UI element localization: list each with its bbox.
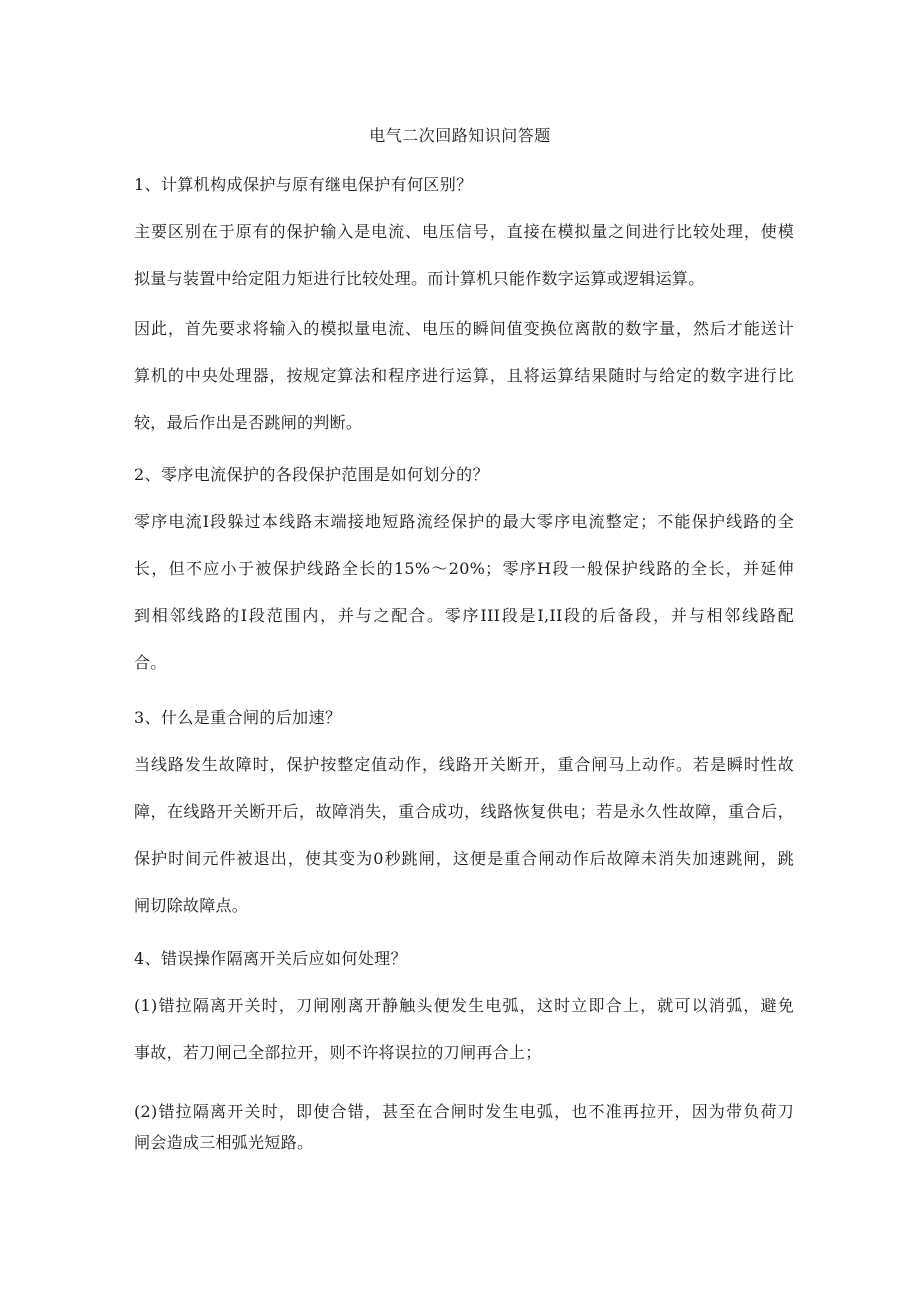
answer-line: 较，最后作出是否跳闸的判断。 [134,413,363,432]
question-3: 3、什么是重合闸的后加速？ [134,708,342,727]
answer-line: 拟量与装置中给定阻力矩进行比较处理。而计算机只能作数字运算或逻辑运算。 [134,269,705,288]
answer-line: 主要区别在于原有的保护输入是电流、电压信号，直接在模拟量之间进行比较处理，使模 [134,222,794,241]
answer-line: 事故，若刀闸己全部拉开，则不许将误拉的刀闸再合上； [134,1043,542,1062]
question-1: 1、计算机构成保护与原有继电保护有何区别？ [134,175,473,194]
answer-4-paragraph-1 [134,982,794,1076]
answer-4-paragraph-2 [134,1096,794,1158]
answer-line: 长，但不应小于被保护线路全长的15%～20%；零序H段一般保护线路的全长，并延伸 [134,559,794,578]
document-title: 电气二次回路知识问答题 [369,126,551,145]
answer-line: 障，在线路开关断开后，故障消失，重合成功，线路恢复供电；若是永久性故障，重合后， [134,802,794,821]
answer-line: 闸切除故障点。 [134,896,249,915]
answer-3-paragraph-1 [134,741,794,929]
answer-2-paragraph-1 [134,498,794,686]
answer-line: 到相邻线路的I段范围内，并与之配合。零序III段是I,II段的后备段，并与相邻线路配 [134,606,794,625]
question-4: 4、错误操作隔离开关后应如何处理？ [134,949,407,968]
answer-1-paragraph-1 [134,208,794,302]
answer-line: 当线路发生故障时，保护按整定值动作，线路开关断开，重合闸马上动作。若是瞬时性故 [134,755,794,774]
answer-line: 合。 [134,653,167,672]
answer-line: 闸会造成三相弧光短路。 [134,1133,314,1152]
question-2: 2、零序电流保护的各段保护范围是如何划分的？ [134,465,489,484]
answer-line: 算机的中央处理器，按规定算法和程序进行运算，且将运算结果随时与给定的数字进行比 [134,366,794,385]
answer-line: 因此，首先要求将输入的模拟量电流、电压的瞬间值变换位离散的数字量，然后才能送计 [134,319,794,338]
answer-line: (2)错拉隔离开关时，即使合错，甚至在合闸时发生电弧，也不准再拉开，因为带负荷刀 [134,1102,794,1121]
answer-line: 保护时间元件被退出，使其变为0秒跳闸，这便是重合闸动作后故障未消失加速跳闸，跳 [134,849,794,868]
answer-line: 零序电流I段躲过本线路末端接地短路流经保护的最大零序电流整定；不能保护线路的全 [134,512,794,531]
answer-line: (1)错拉隔离开关时，刀闸刚离开静触头便发生电弧，这时立即合上，就可以消弧，避免 [134,996,794,1015]
answer-1-paragraph-2 [134,305,794,446]
